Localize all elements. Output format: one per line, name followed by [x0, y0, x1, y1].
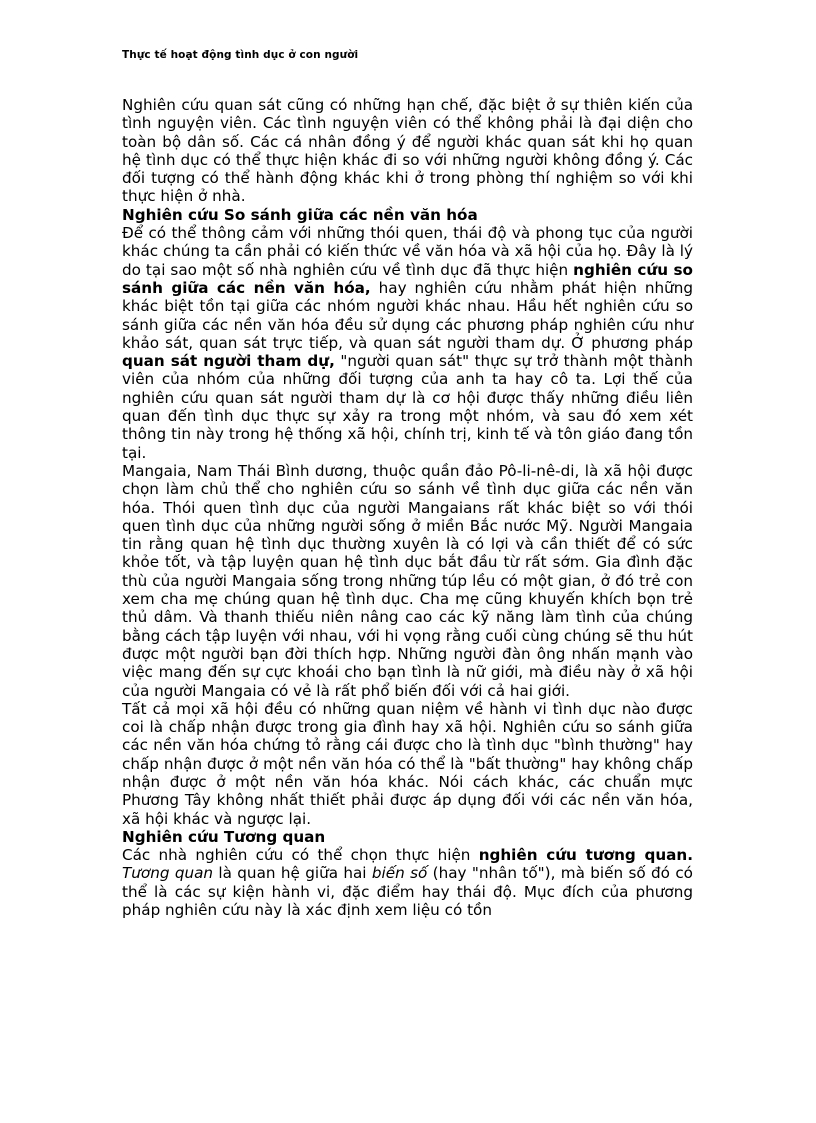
- text-run: (hay "nhân tố"), mà biến số đó có thể là các sự kiện hành vi, đặc điểm hay thái độ. Mục đích của phương pháp nghiên cứu này là xác định xem liệu có tồn: [122, 864, 693, 920]
- paragraph-observation-limits: Nghiên cứu quan sát cũng có những hạn chế, đặc biệt ở sự thiên kiến của tình nguyện viên. Các tình nguyện viên có thể không phải là đại diện cho toàn bộ dân số. Các cá nhân đồng ý để người khác quan sát khi họ quan hệ tình dục có thể thực hiện khác đi so với những người không đồng ý. Các đối tượng có thể hành động khác khi ở trong phòng thí nghiệm so với khi thực hiện ở nhà.: [122, 96, 693, 206]
- running-header: Thực tế hoạt động tình dục ở con người: [122, 49, 359, 61]
- bold-term-cross-cultural: nghiên cứu so sánh giữa các nền văn hóa,: [122, 260, 693, 297]
- paragraph-mangaia: Mangaia, Nam Thái Bình dương, thuộc quần đảo Pô-li-nê-di, là xã hội được chọn làm chủ thể cho nghiên cứu so sánh về tình dục giữa các nền văn hóa. Thói quen tình dục của người Mangaians rất khác biệt so với thói quen tình dục của những người sống ở miền Bắc nước Mỹ. Người Mangaia tin rằng quan hệ tình dục thường xuyên là có lợi và cần thiết để có sức khỏe tốt, và tập luyện quan hệ tình dục bắt đầu từ rất sớm. Gia đình đặc thù của người Mangaia sống trong những túp lều có một gian, ở đó trẻ con xem cha mẹ chúng quan hệ tình dục. Cha mẹ cũng khuyến khích bọn trẻ thủ dâm. Và thanh thiếu niên nâng cao các kỹ năng làm tình của chúng bằng cách tập luyện với nhau, với hi vọng rằng cuối cùng chúng sẽ thu hút được một người bạn đời thích hợp. Những người đàn ông nhấn mạnh vào việc mang đến sự cực khoái cho bạn tình là nữ giới, mà điều này ở xã hội của người Mangaia có vẻ là rất phổ biến đối với cả hai giới.: [122, 461, 693, 700]
- paragraph-cross-cultural-intro: [122, 224, 693, 462]
- text-run: hay nghiên cứu nhằm phát hiện những khác biệt tồn tại giữa các nhóm người khác nhau. Hầu hết nghiên cứu so sánh giữa các nền văn hóa đều sử dụng các phương pháp nghiên cứu như khảo sát, quan sát trực tiếp, và quan sát người tham dự. Ở phương pháp: [122, 278, 693, 352]
- paragraph-correlational-intro: [122, 846, 693, 919]
- text-run: Các nhà nghiên cứu có thể chọn thực hiện: [122, 846, 479, 865]
- bold-term-correlational-study: nghiên cứu tương quan.: [478, 846, 693, 865]
- section-heading-cross-cultural: Nghiên cứu So sánh giữa các nền văn hóa: [122, 205, 478, 224]
- document-body: [122, 96, 693, 919]
- italic-term-variable: biến số: [371, 864, 428, 883]
- text-run: "người quan sát" thực sự trở thành một thành viên của nhóm của những đối tượng của anh ta hay cô ta. Lợi thế của nghiên cứu quan sát người tham dự là cơ hội được thấy những điều liên quan đến tình dục thực sự xảy ra trong một nhóm, và sau đó xem xét thông tin này trong hệ thống xã hội, chính trị, kinh tế và tôn giáo đang tồn tại.: [122, 352, 693, 462]
- text-run: là quan hệ giữa hai: [213, 864, 372, 883]
- text-run: Để có thể thông cảm với những thói quen, thái độ và phong tục của người khác chúng ta cần phải có kiến thức về văn hóa và xã hội của họ. Đây là lý do tại sao một số nhà nghiên cứu về tình dục đã thực hiện: [122, 224, 693, 279]
- italic-term-correlation: Tương quan: [122, 864, 214, 883]
- paragraph-societal-norms: Tất cả mọi xã hội đều có những quan niệm về hành vi tình dục nào được coi là chấp nhận được trong gia đình hay xã hội. Nghiên cứu so sánh giữa các nền văn hóa chứng tỏ rằng cái được cho là tình dục "bình thường" hay chấp nhận được ở một nền văn hóa có thể là "bất thường" hay không chấp nhận được ở một nền văn hóa khác. Nói cách khác, các chuẩn mực Phương Tây không nhất thiết phải được áp dụng đối với các nền văn hóa, xã hội khác và ngược lại.: [122, 699, 693, 828]
- section-heading-correlational: Nghiên cứu Tương quan: [122, 827, 326, 846]
- bold-term-participant-observation: quan sát người tham dự,: [122, 352, 335, 371]
